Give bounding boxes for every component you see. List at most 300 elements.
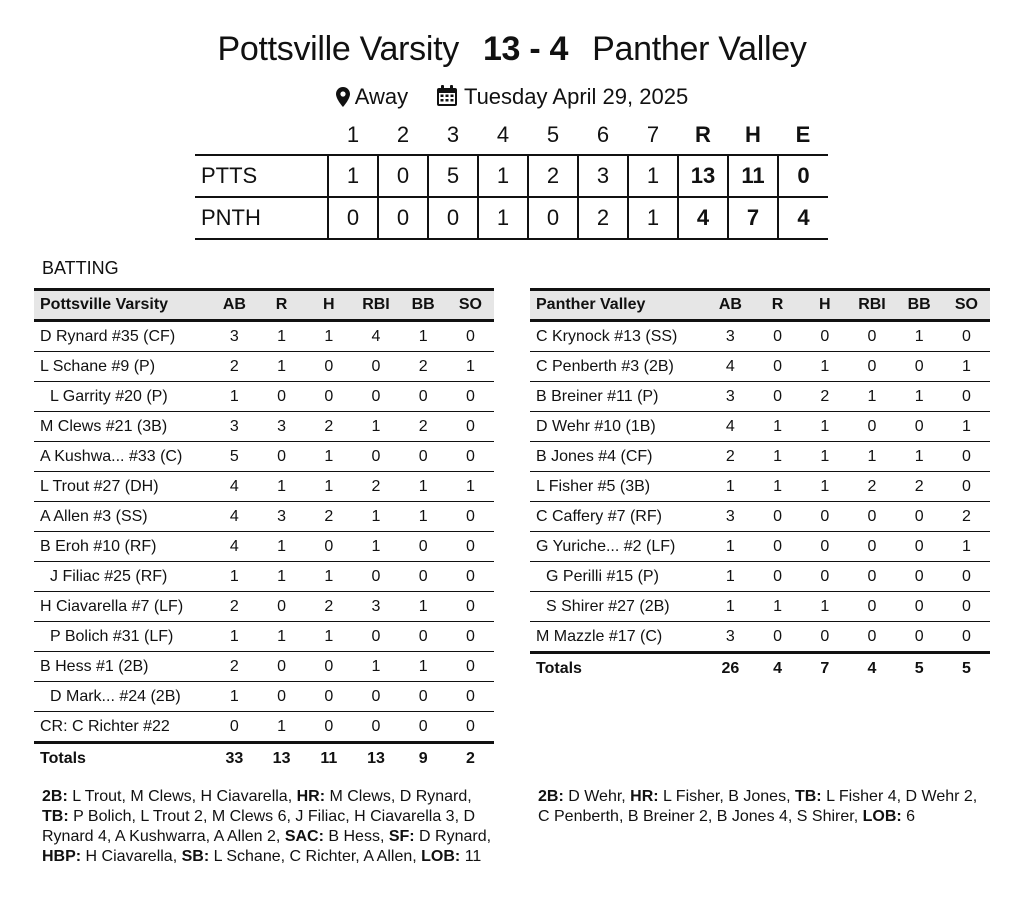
stat-cell: 1 <box>447 352 494 382</box>
stat-cell: 1 <box>400 472 447 502</box>
stat-cell: 1 <box>801 412 848 442</box>
stat-cell: 0 <box>961 627 971 645</box>
note-label: SAC: <box>284 828 324 845</box>
note-label: SF: <box>388 828 415 845</box>
total-runs: 4 <box>678 197 728 239</box>
note-label: 2B: <box>538 788 564 805</box>
player-name: C Penberth #3 (2B) <box>530 352 707 382</box>
home-batting-table <box>530 288 990 684</box>
stat-cell: 4 <box>707 352 754 382</box>
home-batting-notes <box>538 787 982 827</box>
stat-cell: 3 <box>211 412 258 442</box>
note-text: L Trout, M Clews, H Ciavarella, <box>67 788 297 805</box>
stat-cell: 1 <box>447 472 494 502</box>
stat-cell: 1 <box>305 472 352 502</box>
total-cell: 5 <box>896 653 943 685</box>
stat-cell: 1 <box>848 382 895 412</box>
table-header-row <box>34 290 494 321</box>
stat-cell: 0 <box>943 472 990 502</box>
line-score-header <box>195 116 828 155</box>
total-cell: 9 <box>400 743 447 775</box>
note-text: B Hess, <box>323 828 389 845</box>
stat-cell: 0 <box>943 442 990 472</box>
away-team-name: Pottsville Varsity <box>217 30 459 68</box>
stat-cell: 0 <box>258 382 305 412</box>
stat-cell: 0 <box>801 321 848 352</box>
stat-cell: 1 <box>400 592 447 622</box>
total-errors: 0 <box>778 155 828 197</box>
stat-cell: 0 <box>848 562 895 592</box>
stat-cell: 0 <box>465 717 475 735</box>
stat-cell: 2 <box>211 592 258 622</box>
player-name: G Yuriche... #2 (LF) <box>530 532 707 562</box>
stat-cell: 4 <box>352 321 399 352</box>
inning-runs: 0 <box>378 197 428 239</box>
stat-cell: 0 <box>848 352 895 382</box>
total-cell: 2 <box>447 743 494 775</box>
game-title <box>0 30 1024 69</box>
note-text: L Fisher, B Jones, <box>658 788 795 805</box>
note-text: L Fisher 4, D Wehr 2, C Penberth, B Breiner 2, B Jones 4, S Shirer, <box>538 788 982 825</box>
note-text: D Wehr, <box>563 788 631 805</box>
stat-cell: 3 <box>707 502 754 532</box>
player-name: L Garrity #20 (P) <box>34 382 211 412</box>
date-text: Tuesday April 29, 2025 <box>463 84 689 109</box>
stat-cell: 0 <box>305 682 352 712</box>
player-row <box>530 442 990 472</box>
stat-cell: 1 <box>848 442 895 472</box>
stat-cell: 2 <box>352 472 399 502</box>
stat-cell: 1 <box>896 442 943 472</box>
inning-runs: 0 <box>328 197 378 239</box>
stat-cell: 0 <box>447 682 494 712</box>
player-name: B Breiner #11 (P) <box>530 382 707 412</box>
totals-label: Totals <box>530 653 707 685</box>
player-name: L Trout #27 (DH) <box>34 472 211 502</box>
stat-cell: 0 <box>896 532 943 562</box>
stat-cell: 0 <box>447 652 494 682</box>
note-text: D Rynard, <box>414 828 496 845</box>
stat-cell: 5 <box>211 442 258 472</box>
player-row <box>34 622 494 652</box>
map-pin-icon <box>336 87 350 113</box>
stat-cell: 3 <box>352 592 399 622</box>
inning-runs: 3 <box>578 155 628 197</box>
stat-cell: 1 <box>707 562 754 592</box>
note-text: L Schane, C Richter, A Allen, <box>209 848 422 865</box>
player-name: S Shirer #27 (2B) <box>530 592 707 622</box>
inning-header: 1 <box>346 122 360 147</box>
stat-cell: 3 <box>707 321 754 352</box>
stat-cell: 0 <box>400 382 447 412</box>
stat-cell: 2 <box>400 352 447 382</box>
player-row <box>530 562 990 592</box>
stat-cell: 1 <box>400 321 447 352</box>
stat-cell: 2 <box>801 382 848 412</box>
total-cell: 5 <box>943 653 990 685</box>
player-name: B Hess #1 (2B) <box>34 652 211 682</box>
player-row <box>34 712 494 743</box>
stat-cell: 1 <box>896 382 943 412</box>
inning-header: 5 <box>546 122 560 147</box>
player-row <box>34 321 494 352</box>
column-header: SO <box>447 290 494 321</box>
stat-cell: 0 <box>754 562 801 592</box>
stat-cell: 2 <box>305 412 352 442</box>
player-row <box>34 592 494 622</box>
player-name: B Jones #4 (CF) <box>530 442 707 472</box>
stat-cell: 1 <box>801 592 848 622</box>
stat-cell: 0 <box>229 717 239 735</box>
totals-label: Totals <box>34 743 211 775</box>
final-score: 13 - 4 <box>482 30 569 68</box>
player-name: A Allen #3 (SS) <box>34 502 211 532</box>
stat-cell: 0 <box>258 682 305 712</box>
player-row <box>530 352 990 382</box>
stat-cell: 1 <box>707 532 754 562</box>
stat-cell: 1 <box>258 622 305 652</box>
stat-cell: 1 <box>754 412 801 442</box>
stat-cell: 0 <box>352 382 399 412</box>
stat-cell: 1 <box>801 442 848 472</box>
note-text: 11 <box>460 848 482 865</box>
note-label: LOB: <box>421 848 461 865</box>
stat-cell: 3 <box>725 627 735 645</box>
player-row <box>34 382 494 412</box>
stat-cell: 1 <box>400 502 447 532</box>
player-row <box>530 382 990 412</box>
stat-cell: 0 <box>943 321 990 352</box>
stat-cell: 0 <box>352 682 399 712</box>
note-label: SB: <box>181 848 210 865</box>
stat-cell: 1 <box>258 352 305 382</box>
stat-cell: 0 <box>305 532 352 562</box>
runs-header: R <box>695 122 711 147</box>
stat-cell: 4 <box>211 502 258 532</box>
column-header: AB <box>211 290 258 321</box>
stat-cell: 1 <box>801 472 848 502</box>
total-errors: 4 <box>778 197 828 239</box>
column-header: H <box>305 290 352 321</box>
stat-cell: 1 <box>943 352 990 382</box>
stat-cell: 1 <box>943 412 990 442</box>
inning-runs: 2 <box>578 197 628 239</box>
player-name: D Wehr #10 (1B) <box>530 412 707 442</box>
stat-cell: 4 <box>211 472 258 502</box>
inning-runs: 1 <box>478 155 528 197</box>
stat-cell: 0 <box>848 592 895 622</box>
stat-cell: 0 <box>447 532 494 562</box>
section-title-batting: BATTING <box>42 258 119 278</box>
stat-cell: 0 <box>867 627 877 645</box>
note-text: M Clews, D Rynard, <box>325 788 477 805</box>
stat-cell: 0 <box>258 442 305 472</box>
stat-cell: 1 <box>211 382 258 412</box>
player-name: L Fisher #5 (3B) <box>530 472 707 502</box>
note-label: TB: <box>794 788 822 805</box>
inning-header: 4 <box>496 122 510 147</box>
stat-cell: 1 <box>707 472 754 502</box>
player-row <box>530 412 990 442</box>
player-name: D Rynard #35 (CF) <box>34 321 211 352</box>
stat-cell: 0 <box>943 592 990 622</box>
total-runs: 13 <box>678 155 728 197</box>
column-header: BB <box>896 290 943 321</box>
table-header-row <box>530 290 990 321</box>
away-batting-notes <box>42 787 498 867</box>
player-name: CR: C Richter #22 <box>40 717 170 735</box>
location-text: Away <box>354 84 409 109</box>
stat-cell: 0 <box>400 532 447 562</box>
player-row <box>34 682 494 712</box>
line-score-row-away <box>195 155 828 197</box>
total-cell: 4 <box>848 653 895 685</box>
column-header: BB <box>400 290 447 321</box>
stat-cell: 2 <box>848 472 895 502</box>
total-cell: 7 <box>801 653 848 685</box>
player-row <box>34 352 494 382</box>
inning-header: 2 <box>396 122 410 147</box>
player-row <box>530 502 990 532</box>
stat-cell: 0 <box>447 592 494 622</box>
stat-cell: 1 <box>258 532 305 562</box>
stat-cell: 0 <box>305 352 352 382</box>
inning-header: 7 <box>646 122 660 147</box>
stat-cell: 0 <box>352 442 399 472</box>
player-row <box>34 562 494 592</box>
stat-cell: 1 <box>305 321 352 352</box>
stat-cell: 0 <box>447 502 494 532</box>
stat-cell: 1 <box>707 592 754 622</box>
stat-cell: 1 <box>305 562 352 592</box>
totals-row <box>34 743 494 775</box>
note-label: HBP: <box>42 848 82 865</box>
player-row <box>530 472 990 502</box>
errors-header: E <box>795 122 811 147</box>
stat-cell: 0 <box>754 321 801 352</box>
stat-cell: 1 <box>211 562 258 592</box>
note-label: HR: <box>630 788 659 805</box>
inning-runs: 1 <box>328 155 378 197</box>
inning-runs: 5 <box>428 155 478 197</box>
stat-cell: 0 <box>305 652 352 682</box>
player-name: M Mazzle #17 (C) <box>536 627 663 645</box>
player-name: H Ciavarella #7 (LF) <box>34 592 211 622</box>
stat-cell: 0 <box>324 717 334 735</box>
stat-cell: 0 <box>258 652 305 682</box>
stat-cell: 2 <box>305 592 352 622</box>
inning-header: 3 <box>446 122 460 147</box>
stat-cell: 3 <box>707 382 754 412</box>
away-batting-table <box>34 288 494 774</box>
stat-cell: 0 <box>447 442 494 472</box>
stat-cell: 0 <box>447 321 494 352</box>
stat-cell: 1 <box>754 442 801 472</box>
stat-cell: 0 <box>848 412 895 442</box>
calendar-icon <box>436 85 458 113</box>
stat-cell: 0 <box>896 412 943 442</box>
stat-cell: 0 <box>801 562 848 592</box>
stat-cell: 0 <box>820 627 830 645</box>
stat-cell: 1 <box>896 321 943 352</box>
stat-cell: 1 <box>352 502 399 532</box>
stat-cell: 1 <box>258 562 305 592</box>
stat-cell: 0 <box>352 622 399 652</box>
total-cell: 13 <box>258 743 305 775</box>
stat-cell: 0 <box>896 352 943 382</box>
stat-cell: 1 <box>305 622 352 652</box>
note-text: H Ciavarella, <box>81 848 182 865</box>
player-row <box>34 412 494 442</box>
stat-cell: 0 <box>773 627 783 645</box>
stat-cell: 0 <box>943 562 990 592</box>
stat-cell: 3 <box>258 502 305 532</box>
total-cell: 26 <box>707 653 754 685</box>
stat-cell: 1 <box>754 592 801 622</box>
stat-cell: 0 <box>447 382 494 412</box>
player-name: J Filiac #25 (RF) <box>34 562 211 592</box>
total-cell: 33 <box>211 743 258 775</box>
player-row <box>34 652 494 682</box>
stat-cell: 2 <box>400 412 447 442</box>
player-name: G Perilli #15 (P) <box>530 562 707 592</box>
player-row <box>530 622 990 653</box>
total-cell: 4 <box>754 653 801 685</box>
inning-header: 6 <box>596 122 610 147</box>
player-name: P Bolich #31 (LF) <box>34 622 211 652</box>
stat-cell: 0 <box>352 562 399 592</box>
total-hits: 11 <box>728 155 778 197</box>
stat-cell: 1 <box>754 472 801 502</box>
note-label: 2B: <box>42 788 68 805</box>
stat-cell: 1 <box>352 532 399 562</box>
stat-cell: 0 <box>801 502 848 532</box>
stat-cell: 0 <box>848 502 895 532</box>
totals-row <box>530 653 990 685</box>
player-row <box>530 532 990 562</box>
stat-cell: 3 <box>258 412 305 442</box>
stat-cell: 0 <box>400 562 447 592</box>
team-column-header: Panther Valley <box>530 290 707 321</box>
column-header: SO <box>943 290 990 321</box>
stat-cell: 3 <box>211 321 258 352</box>
stat-cell: 0 <box>896 502 943 532</box>
player-row <box>530 321 990 352</box>
stat-cell: 1 <box>352 412 399 442</box>
stat-cell: 0 <box>943 382 990 412</box>
stat-cell: 1 <box>258 321 305 352</box>
home-team-name: Panther Valley <box>592 30 807 68</box>
stat-cell: 2 <box>211 652 258 682</box>
note-text: P Bolich, L Trout 2, M Clews 6, J Filiac, H Ciavarella 3, D Rynard 4, A Kushwarra, A Allen 2, <box>42 808 480 845</box>
stat-cell: 1 <box>305 442 352 472</box>
line-score-table <box>195 116 828 240</box>
stat-cell: 0 <box>447 412 494 442</box>
stat-cell: 0 <box>848 321 895 352</box>
stat-cell: 0 <box>371 717 381 735</box>
player-row <box>34 472 494 502</box>
stat-cell: 1 <box>352 652 399 682</box>
stat-cell: 2 <box>305 502 352 532</box>
stat-cell: 1 <box>400 652 447 682</box>
note-label: LOB: <box>862 808 902 825</box>
player-row <box>34 442 494 472</box>
stat-cell: 0 <box>914 627 924 645</box>
stat-cell: 1 <box>943 532 990 562</box>
stat-cell: 0 <box>754 352 801 382</box>
player-name: C Krynock #13 (SS) <box>530 321 707 352</box>
column-header: RBI <box>848 290 895 321</box>
stat-cell: 0 <box>258 592 305 622</box>
stat-cell: 0 <box>400 622 447 652</box>
stat-cell: 2 <box>211 352 258 382</box>
stat-cell: 4 <box>707 412 754 442</box>
team-abbr: PTTS <box>195 155 328 197</box>
player-row <box>34 502 494 532</box>
column-header: R <box>258 290 305 321</box>
stat-cell: 0 <box>418 717 428 735</box>
stat-cell: 2 <box>707 442 754 472</box>
player-name: D Mark... #24 (2B) <box>34 682 211 712</box>
player-row <box>530 592 990 622</box>
total-cell: 13 <box>352 743 399 775</box>
stat-cell: 0 <box>754 532 801 562</box>
line-score-row-home <box>195 197 828 239</box>
total-hits: 7 <box>728 197 778 239</box>
column-header: R <box>754 290 801 321</box>
stat-cell: 1 <box>801 352 848 382</box>
stat-cell: 4 <box>211 532 258 562</box>
column-header: RBI <box>352 290 399 321</box>
hits-header: H <box>745 122 761 147</box>
column-header: AB <box>707 290 754 321</box>
player-name: A Kushwa... #33 (C) <box>34 442 211 472</box>
inning-runs: 1 <box>628 155 678 197</box>
total-cell: 11 <box>305 743 352 775</box>
stat-cell: 0 <box>352 352 399 382</box>
note-text: 6 <box>901 808 916 825</box>
stat-cell: 0 <box>447 562 494 592</box>
stat-cell: 0 <box>754 382 801 412</box>
stat-cell: 0 <box>447 622 494 652</box>
inning-runs: 1 <box>628 197 678 239</box>
player-name: M Clews #21 (3B) <box>34 412 211 442</box>
stat-cell: 0 <box>754 502 801 532</box>
game-info <box>0 84 1024 113</box>
stat-cell: 0 <box>848 532 895 562</box>
player-name: L Schane #9 (P) <box>34 352 211 382</box>
note-label: HR: <box>296 788 326 805</box>
inning-runs: 0 <box>528 197 578 239</box>
player-name: C Caffery #7 (RF) <box>530 502 707 532</box>
stat-cell: 0 <box>400 442 447 472</box>
inning-runs: 0 <box>378 155 428 197</box>
inning-runs: 0 <box>428 197 478 239</box>
stat-cell: 1 <box>258 472 305 502</box>
player-row <box>34 532 494 562</box>
team-column-header: Pottsville Varsity <box>34 290 211 321</box>
stat-cell: 0 <box>305 382 352 412</box>
stat-cell: 1 <box>211 622 258 652</box>
stat-cell: 2 <box>896 472 943 502</box>
inning-runs: 1 <box>478 197 528 239</box>
stat-cell: 1 <box>277 717 287 735</box>
stat-cell: 0 <box>801 532 848 562</box>
stat-cell: 0 <box>896 592 943 622</box>
team-abbr: PNTH <box>195 197 328 239</box>
column-header: H <box>801 290 848 321</box>
stat-cell: 2 <box>943 502 990 532</box>
